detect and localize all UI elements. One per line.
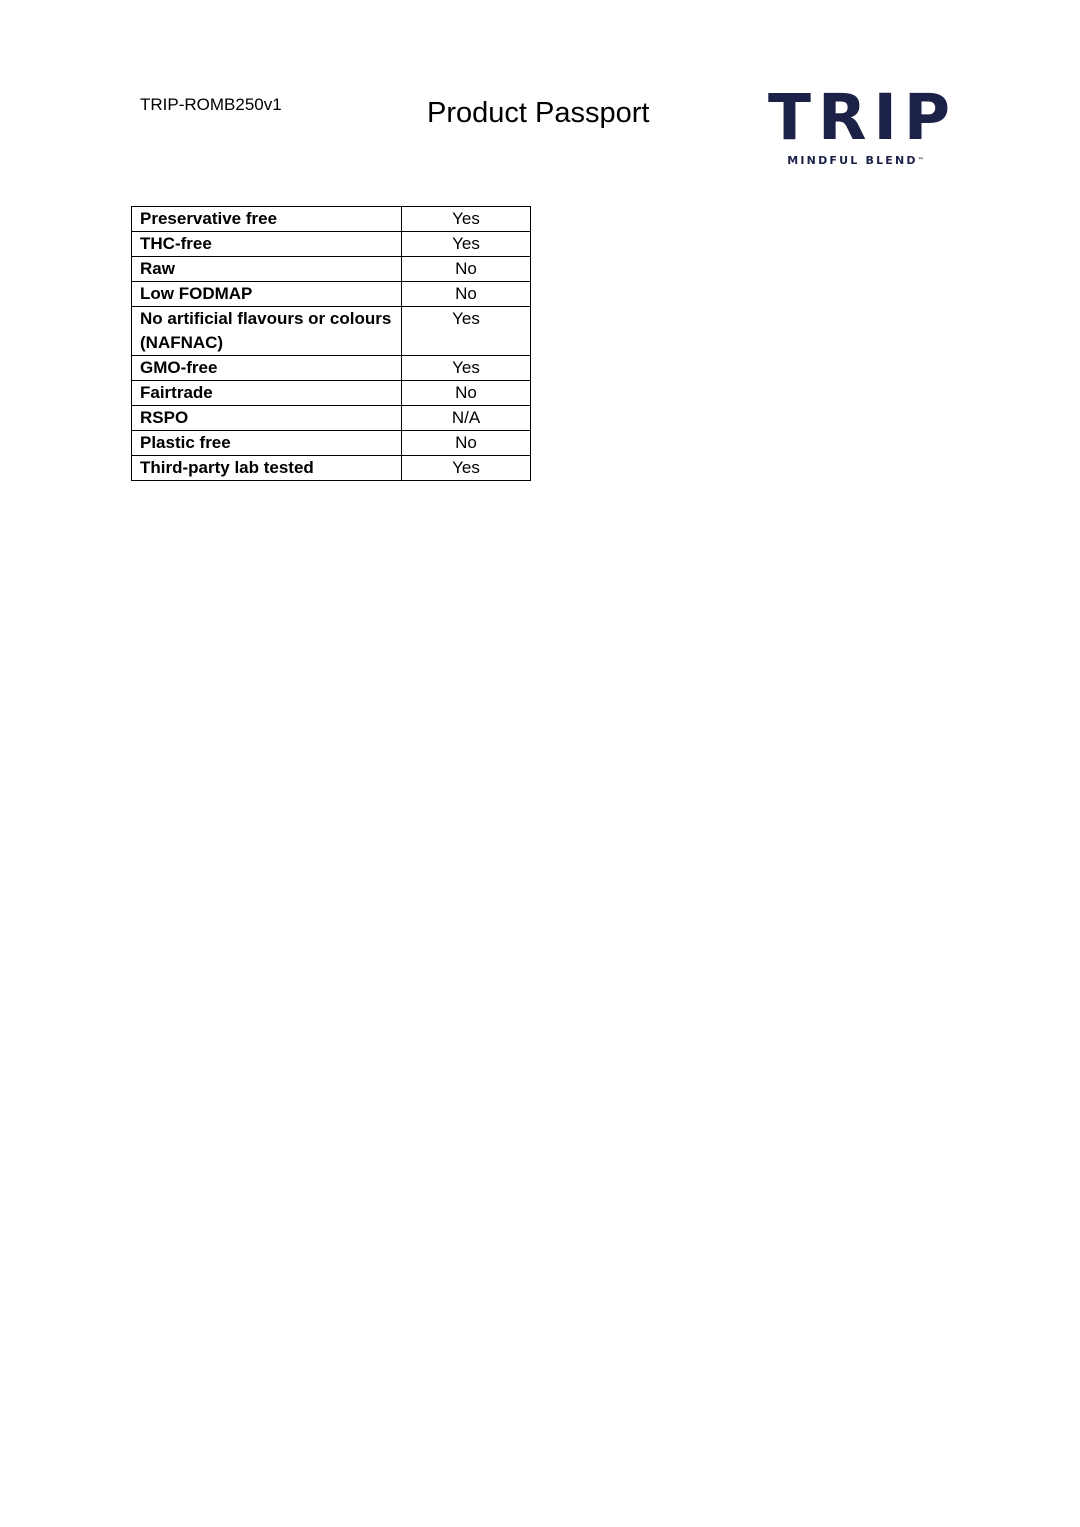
- attribute-cell: Raw: [132, 257, 402, 282]
- value-cell: Yes: [402, 207, 531, 232]
- table-row: [132, 356, 531, 381]
- table-row: [132, 381, 531, 406]
- value-cell: Yes: [402, 456, 531, 481]
- attribute-cell: Third-party lab tested: [132, 456, 402, 481]
- table-row: [132, 257, 531, 282]
- value-cell: Yes: [402, 232, 531, 257]
- table-row: [132, 431, 531, 456]
- attribute-cell: THC-free: [132, 232, 402, 257]
- document-code: TRIP-ROMB250v1: [140, 95, 282, 114]
- attribute-cell: GMO-free: [132, 356, 402, 381]
- table-row: [132, 207, 531, 232]
- product-passport-table: [131, 206, 531, 481]
- attribute-cell: Fairtrade: [132, 381, 402, 406]
- attribute-cell: No artificial flavours or colours (NAFNAC): [132, 307, 402, 356]
- attribute-cell: Plastic free: [132, 431, 402, 456]
- logo-wordmark: TRIP: [768, 81, 958, 154]
- table-row: [132, 406, 531, 431]
- table-row: [132, 456, 531, 481]
- value-cell: No: [402, 257, 531, 282]
- attribute-cell: RSPO: [132, 406, 402, 431]
- logo-tagline-block: [768, 154, 943, 168]
- attribute-cell: Preservative free: [132, 207, 402, 232]
- value-cell: Yes: [402, 307, 531, 356]
- page-title: Product Passport: [427, 97, 650, 129]
- table-row: [132, 232, 531, 257]
- table-row: [132, 282, 531, 307]
- trademark-symbol: ™: [917, 157, 924, 164]
- table-row: [132, 307, 531, 356]
- trip-logo: [768, 81, 958, 172]
- value-cell: Yes: [402, 356, 531, 381]
- value-cell: No: [402, 381, 531, 406]
- logo-tagline: MINDFUL BLEND: [787, 154, 918, 167]
- value-cell: N/A: [402, 406, 531, 431]
- value-cell: No: [402, 431, 531, 456]
- attribute-cell: Low FODMAP: [132, 282, 402, 307]
- value-cell: No: [402, 282, 531, 307]
